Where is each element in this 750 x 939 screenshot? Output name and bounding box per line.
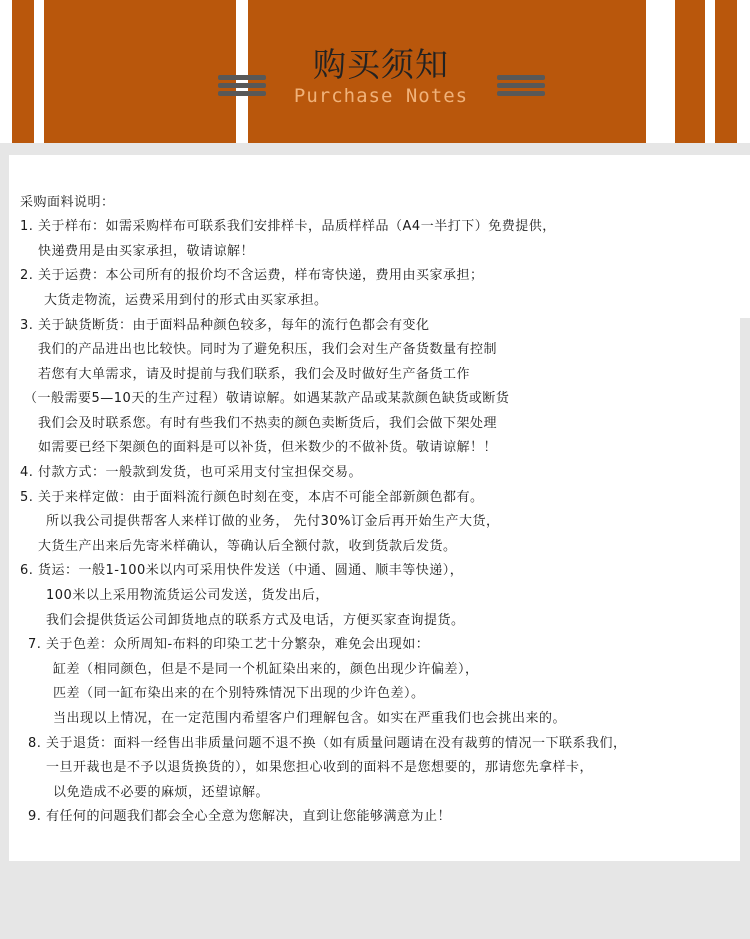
notes-line: （一般需要5—10天的生产过程）敬请谅解。如遇某款产品或某款颜色缺货或断货 [24,391,510,406]
notes-line: 5. 关于来样定做：由于面料流行颜色时刻在变，本店不可能全部新颜色都有。 [20,490,484,505]
notes-heading: 采购面料说明： [20,195,115,210]
title-block [274,45,488,107]
notes-line: 所以我公司提供帮客人来样订做的业务， 先付30%订金后再开始生产大货， [46,514,500,529]
notes-line: 当出现以上情况，在一定范围内希望客户们理解包含。如实在严重我们也会挑出来的。 [53,711,567,726]
notes-line: 7. 关于色差：众所周知-布料的印染工艺十分繁杂，难免会出现如： [28,637,430,652]
notes-line: 以免造成不必要的麻烦，还望谅解。 [53,785,270,800]
notes-line: 缸差（相同颜色，但是不是同一个机缸染出来的，颜色出现少许偏差）， [53,662,479,677]
notes-line: 若您有大单需求，请及时提前与我们联系，我们会及时做好生产备货工作 [38,367,471,382]
notes-line: 4. 付款方式：一般款到发货，也可采用支付宝担保交易。 [20,465,363,480]
notes-line: 一旦开裁也是不予以退货换货的），如果您担心收到的面料不是您想要的，那请您先拿样卡， [46,760,594,775]
notes-line: 我们会提供货运公司卸货地点的联系方式及电话，方便买家查询提货。 [46,613,465,628]
notes-line: 8. 关于退货：面料一经售出非质量问题不退不换（如有质量问题请在没有裁剪的情况一下联系我们， [28,736,627,751]
notes-line: 匹差（同一缸布染出来的在个别特殊情况下出现的少许色差）。 [53,686,425,701]
notes-line: 如需要已经下架颜色的面料是可以补货，但米数少的不做补货。敬请谅解！！ [38,440,498,455]
right-edge-strip [740,155,750,318]
header-stripe [44,0,236,143]
notes-line: 快递费用是由买家承担，敬请谅解！ [38,244,255,259]
notes-panel [9,155,740,861]
header-banner [0,0,750,143]
page-subtitle: Purchase Notes [293,85,469,107]
notes-line: 3. 关于缺货断货：由于面料品种颜色较多，每年的流行色都会有变化 [20,318,430,333]
header-stripe [715,0,737,143]
header-stripe [675,0,705,143]
page-title: 购买须知 [313,45,449,84]
notes-line: 2. 关于运费：本公司所有的报价均不含运费，样布寄快递，费用由买家承担； [20,268,484,283]
notes-line: 1. 关于样布：如需采购样布可联系我们安排样卡，品质样样品（A4一半打下）免费提供， [20,219,556,234]
wave-icon-right [497,75,545,97]
wave-icon-left [218,75,266,97]
notes-line: 100米以上采用物流货运公司发送，货发出后， [46,588,329,603]
notes-line: 我们会及时联系您。有时有些我们不热卖的颜色卖断货后，我们会做下架处理 [38,416,498,431]
notes-line: 6. 货运：一般1-100米以内可采用快件发送（中通、圆通、顺丰等快递）， [20,563,464,578]
notes-line: 大货走物流，运费采用到付的形式由买家承担。 [44,293,328,308]
notes-line: 大货生产出来后先寄米样确认，等确认后全额付款，收到货款后发货。 [38,539,457,554]
notes-line: 我们的产品进出也比较快。同时为了避免积压，我们会对生产备货数量有控制 [38,342,498,357]
header-stripe [12,0,34,143]
notes-line: 9. 有任何的问题我们都会全心全意为您解决，直到让您能够满意为止！ [28,809,452,824]
